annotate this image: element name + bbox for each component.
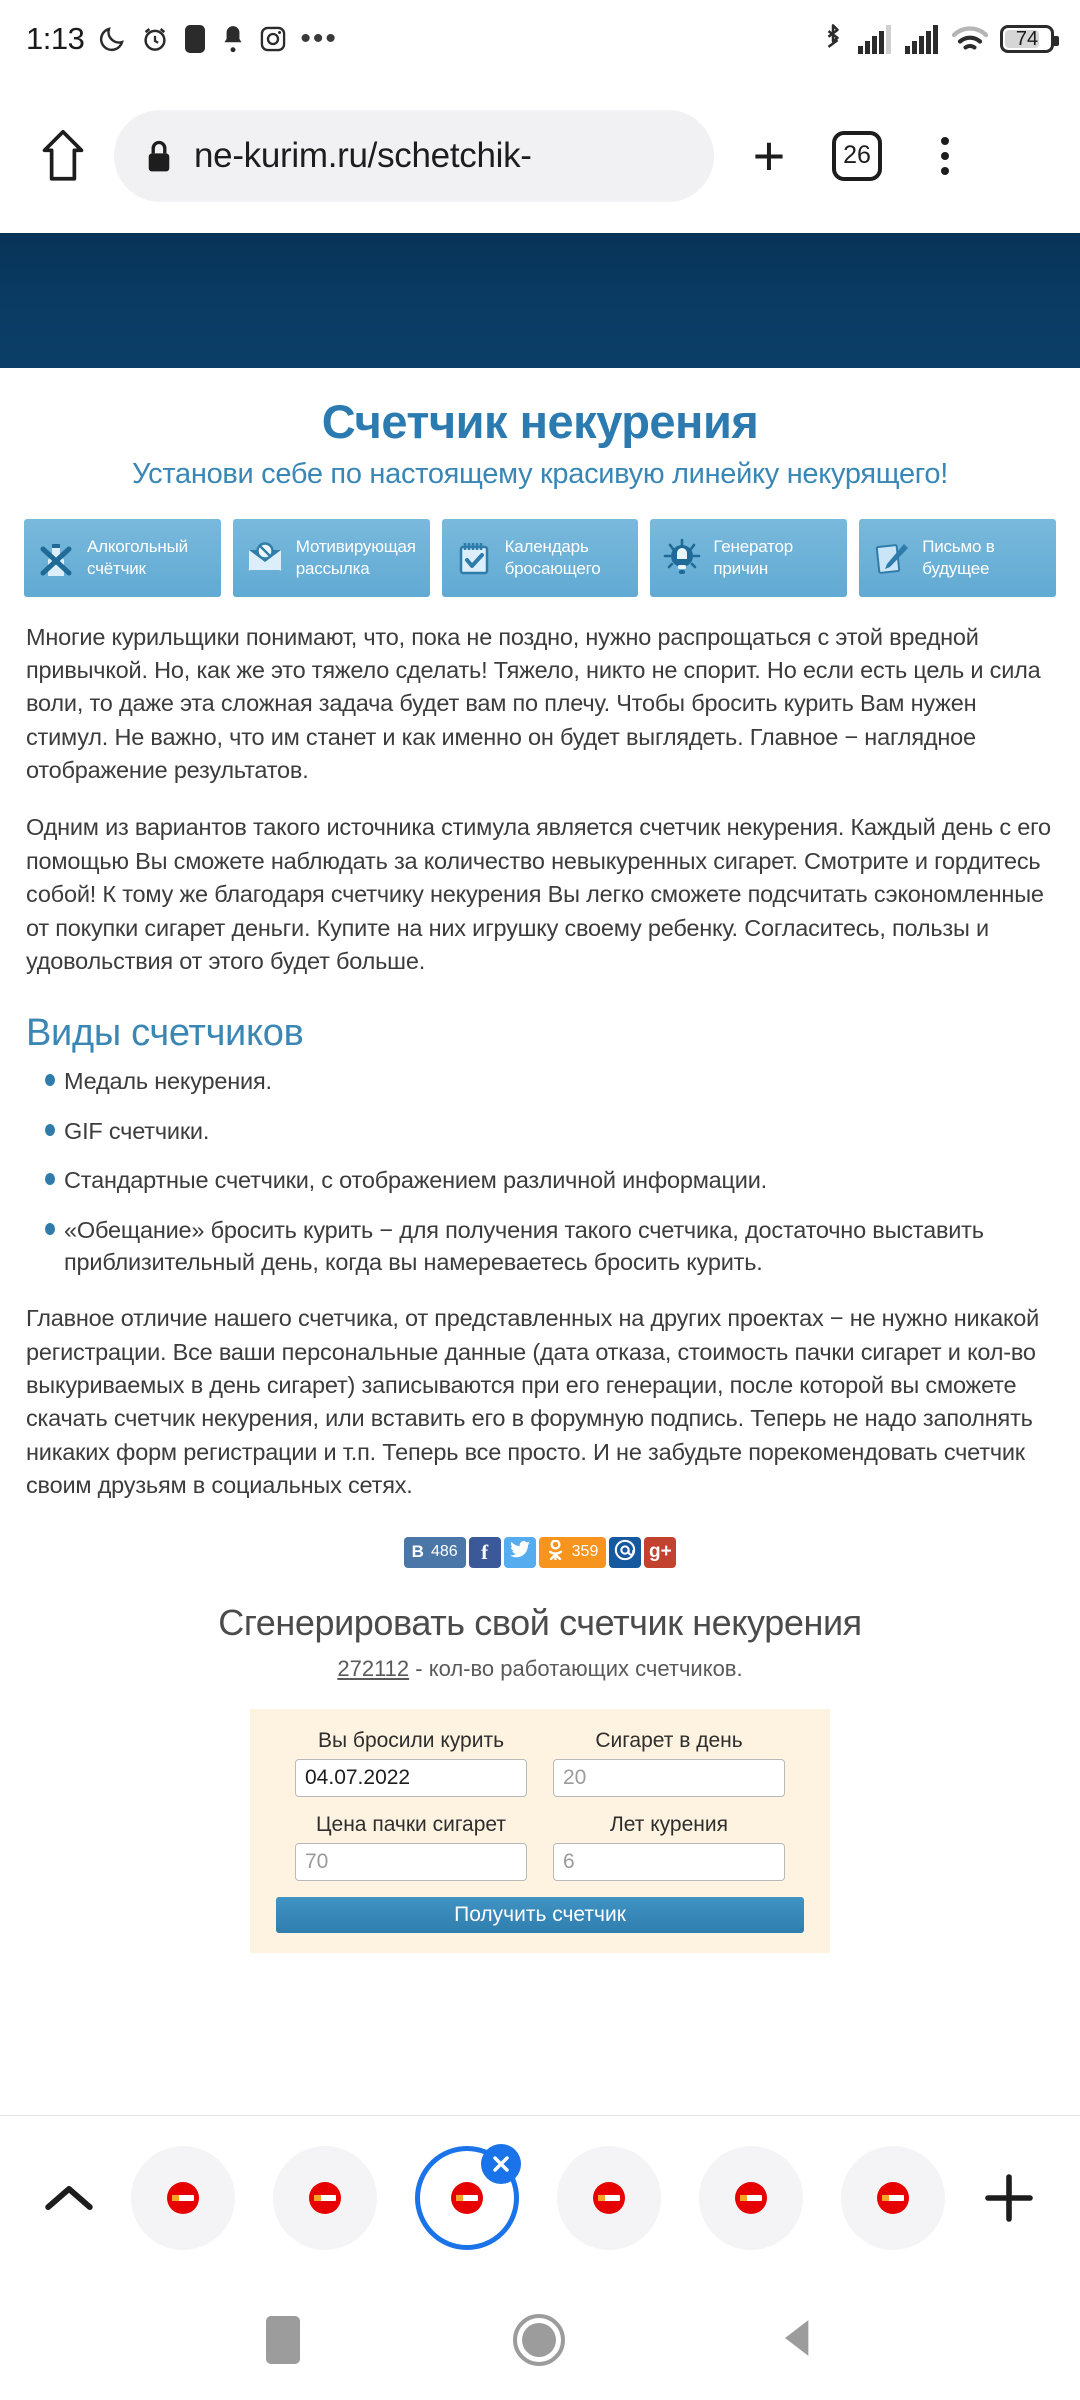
nav-label-line1: Мотивирующая bbox=[295, 537, 416, 557]
page-subtitle: Установи себе по настоящему красивую линейку некурящего! bbox=[131, 457, 949, 490]
no-smoking-icon bbox=[587, 2176, 631, 2220]
lock-icon bbox=[144, 138, 174, 174]
vk-share-count: 486 bbox=[430, 1543, 458, 1561]
tab-item[interactable] bbox=[557, 2146, 661, 2250]
field-label: Цена пачки сигарет bbox=[316, 1812, 506, 1836]
article-closing bbox=[0, 1302, 1080, 1502]
status-time: 1:13 bbox=[26, 21, 85, 56]
nav-label-line1: Алкогольный bbox=[87, 537, 188, 557]
envelope-no-smoking-icon bbox=[243, 536, 287, 580]
dnd-icon bbox=[183, 23, 207, 55]
battery-icon bbox=[1000, 25, 1054, 53]
nav-label-line2: рассылка bbox=[295, 558, 370, 578]
moon-icon bbox=[97, 24, 127, 54]
nav-label-line2: будущее bbox=[922, 558, 990, 578]
list-item: Стандартные счетчики, с отображением различной информации. bbox=[64, 1164, 1054, 1196]
nav-button-motivating-mailing[interactable] bbox=[233, 519, 430, 597]
share-button-twitter[interactable] bbox=[504, 1537, 536, 1568]
no-smoking-icon bbox=[445, 2176, 489, 2220]
nav-button-quitter-calendar[interactable] bbox=[442, 519, 639, 597]
years-smoking-input[interactable]: 6 bbox=[553, 1843, 785, 1881]
paragraph-closing: Главное отличие нашего счетчика, от представленных на других проектах − не нужно никакой регистрации. Все ваши персональные данные (дата отказа, стоимость пачки сигарет и кол-во выкуриваемых в день сигарет) записываются при его генерации, после которой вы сможете скачать счетчик некурения, или вставить его в форумную подпись. Теперь не надо заполнять никаких форм регистрации и т.п. Теперь все просто. И не забудьте порекомендовать счетчик своим друзьям в социальных сетях. bbox=[26, 1305, 1040, 1499]
cigs-per-day-input[interactable]: 20 bbox=[553, 1759, 785, 1797]
field-label: Сигарет в день bbox=[595, 1728, 743, 1752]
nav-label-line2: бросающего bbox=[504, 558, 601, 578]
field-cigs-per-day bbox=[553, 1729, 785, 1797]
tab-item[interactable] bbox=[841, 2146, 945, 2250]
nav-button-label bbox=[713, 536, 793, 579]
nav-label-line2: счётчик bbox=[87, 558, 146, 578]
lightbulb-icon bbox=[660, 536, 704, 580]
generator-counter-line bbox=[0, 1656, 1080, 1682]
signal-1-icon bbox=[857, 24, 893, 54]
nav-button-label bbox=[87, 536, 188, 579]
page-title-block bbox=[0, 368, 1080, 491]
note-pen-icon bbox=[869, 536, 913, 580]
share-button-odnoklassniki[interactable] bbox=[539, 1537, 607, 1568]
mailru-icon bbox=[614, 1539, 636, 1566]
list-item: Медаль некурения. bbox=[64, 1065, 1054, 1097]
form-row-1 bbox=[250, 1729, 830, 1797]
working-counters-suffix: - кол-во работающих счетчиков. bbox=[409, 1655, 743, 1681]
googleplus-icon: g+ bbox=[648, 1541, 672, 1563]
android-navigation-bar bbox=[0, 2280, 1080, 2400]
url-text: ne-kurim.ru/schetchik- bbox=[194, 135, 532, 175]
battery-percent: 74 bbox=[1015, 27, 1039, 50]
circle-home-icon[interactable] bbox=[513, 2314, 565, 2366]
counter-types-list bbox=[0, 1065, 1080, 1278]
share-button-vk[interactable] bbox=[404, 1537, 466, 1568]
no-smoking-icon bbox=[729, 2176, 773, 2220]
square-recents-icon[interactable] bbox=[266, 2316, 300, 2364]
ok-share-count: 359 bbox=[571, 1543, 599, 1561]
field-quit-date bbox=[295, 1729, 527, 1797]
field-years-smoking bbox=[553, 1813, 785, 1881]
kebab-menu-icon bbox=[941, 137, 949, 175]
tab-item[interactable] bbox=[131, 2146, 235, 2250]
wifi-icon bbox=[951, 24, 989, 54]
no-smoking-icon bbox=[871, 2176, 915, 2220]
facebook-icon: f bbox=[481, 1539, 489, 1564]
signal-2-icon bbox=[904, 24, 940, 54]
nav-label-line2: причин bbox=[713, 558, 769, 578]
quit-date-input[interactable]: 04.07.2022 bbox=[295, 1759, 527, 1797]
pack-price-input[interactable]: 70 bbox=[295, 1843, 527, 1881]
nav-button-label bbox=[922, 536, 994, 579]
nav-label-line1: Генератор bbox=[713, 537, 793, 557]
share-button-googleplus[interactable] bbox=[644, 1537, 676, 1568]
feature-nav-row bbox=[0, 491, 1080, 597]
list-item: GIF счетчики. bbox=[64, 1115, 1054, 1147]
status-bar-left bbox=[26, 21, 820, 57]
twitter-icon bbox=[510, 1541, 530, 1563]
article-body bbox=[0, 621, 1080, 979]
tab-list bbox=[112, 2146, 964, 2250]
more-dots-icon: ••• bbox=[300, 22, 338, 55]
expand-chevron-up-icon[interactable] bbox=[26, 2180, 112, 2216]
section-heading-counter-types: Виды счетчиков bbox=[26, 1012, 304, 1055]
social-share-bar bbox=[0, 1537, 1080, 1568]
tab-item[interactable] bbox=[699, 2146, 803, 2250]
paragraph-2: Одним из вариантов такого источника стимула является счетчик некурения. Каждый день с его помощью Вы сможете наблюдать за количество невыкуренных сигарет. Смотрите и гордитесь собой! К тому же благодаря счетчику некурения Вы легко сможете подсчитать сэкономленные от покупки сигарет деньги. Купите на них игрушку своему ребенку. Согласитесь, пользы и удовольствия от этого будет больше. bbox=[26, 814, 1051, 974]
add-tab-button[interactable] bbox=[964, 2170, 1054, 2226]
address-bar[interactable] bbox=[114, 110, 714, 202]
page-title: Счетчик некурения bbox=[321, 395, 759, 448]
status-bar bbox=[0, 0, 1080, 78]
field-label: Лет курения bbox=[610, 1812, 728, 1836]
nav-label-line1: Календарь bbox=[504, 537, 589, 557]
status-bar-right bbox=[820, 22, 1054, 56]
no-smoking-icon bbox=[303, 2176, 347, 2220]
working-counters-number[interactable]: 272112 bbox=[337, 1655, 410, 1681]
paragraph-1: Многие курильщики понимают, что, пока не поздно, нужно распрощаться с этой вредной привычкой. Но, как же это тяжело сделать! Тяжело, никто не спорит. Но если есть цель и сила воли, то даже эта сложная задача будет вам по плечу. Чтобы бросить курить Вам нужен стимул. Не важно, что им станет и как именно он будет выглядеть. Главное − наглядное отображение результатов. bbox=[26, 623, 1041, 784]
tab-item[interactable] bbox=[273, 2146, 377, 2250]
nav-button-label bbox=[296, 536, 416, 579]
field-label: Вы бросили курить bbox=[317, 1728, 505, 1752]
form-row-2 bbox=[250, 1813, 830, 1881]
nav-button-letter-to-future[interactable] bbox=[859, 519, 1056, 597]
calendar-check-icon bbox=[452, 536, 496, 580]
bell-icon bbox=[220, 24, 246, 54]
tab-item-active[interactable] bbox=[415, 2146, 519, 2250]
close-icon[interactable] bbox=[481, 2144, 521, 2184]
nav-button-reason-generator[interactable] bbox=[650, 519, 847, 597]
vk-icon: B bbox=[411, 1542, 424, 1562]
browser-toolbar bbox=[0, 78, 1080, 233]
home-icon[interactable] bbox=[28, 121, 98, 191]
web-page-content bbox=[0, 233, 1080, 2115]
no-smoking-icon bbox=[161, 2176, 205, 2220]
instagram-icon bbox=[259, 25, 287, 53]
site-header-banner bbox=[0, 233, 1080, 368]
triangle-back-icon[interactable] bbox=[778, 2316, 814, 2365]
nav-button-alcohol-counter[interactable] bbox=[24, 519, 221, 597]
tab-count: 26 bbox=[832, 131, 882, 181]
list-item: «Обещание» бросить курить − для получения такого счетчика, достаточно выставить приблизительный день, когда вы намереваетесь бросить курить. bbox=[64, 1214, 1054, 1279]
odnoklassniki-icon bbox=[547, 1540, 564, 1565]
tab-strip bbox=[0, 2115, 1080, 2280]
share-button-facebook[interactable] bbox=[469, 1537, 501, 1568]
nav-button-label bbox=[505, 536, 601, 579]
get-counter-button[interactable]: Получить счетчик bbox=[276, 1897, 804, 1933]
nav-label-line1: Письмо в bbox=[922, 537, 995, 557]
alarm-icon bbox=[140, 24, 170, 54]
tab-switcher-button[interactable] bbox=[818, 117, 896, 195]
new-tab-button[interactable]: + bbox=[752, 123, 786, 187]
generator-form bbox=[250, 1709, 830, 1953]
bluetooth-icon bbox=[820, 22, 846, 56]
overflow-menu-button[interactable] bbox=[906, 117, 984, 195]
generator-heading: Сгенерировать свой счетчик некурения bbox=[218, 1601, 862, 1643]
field-pack-price bbox=[295, 1813, 527, 1881]
share-button-mailru[interactable] bbox=[609, 1537, 641, 1568]
bottle-crossed-icon bbox=[34, 536, 78, 580]
